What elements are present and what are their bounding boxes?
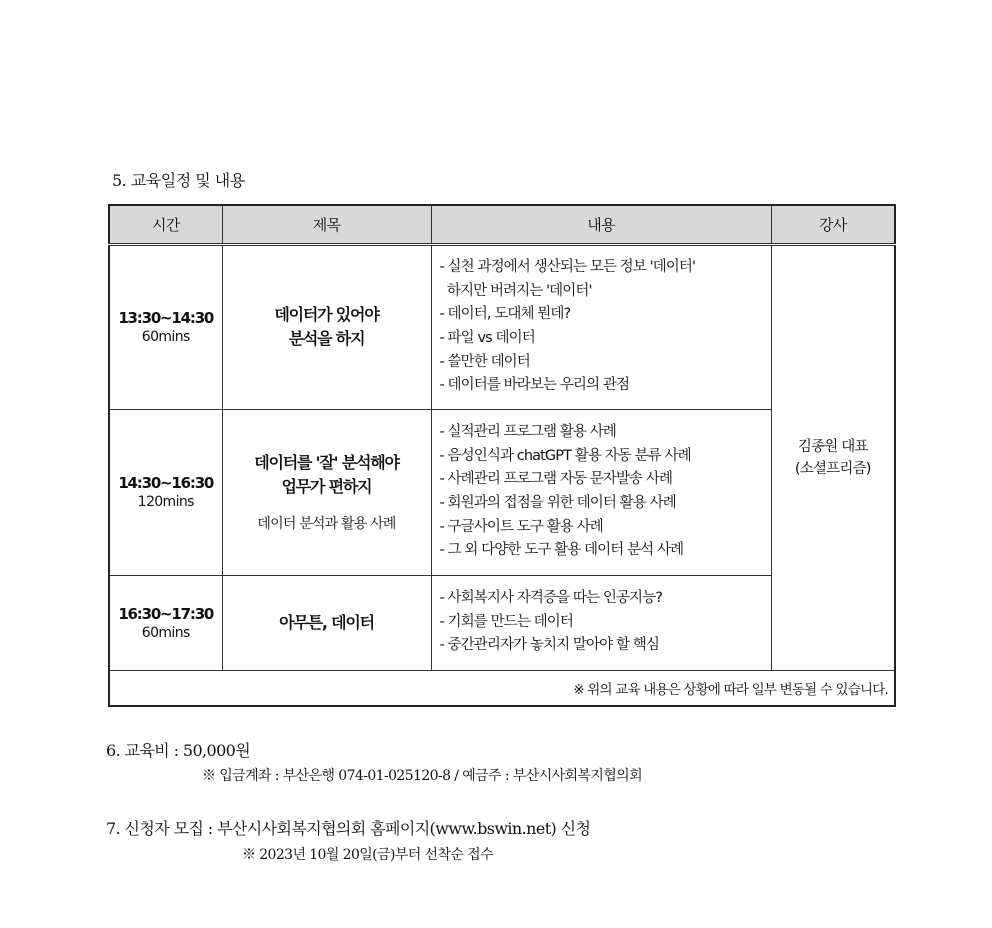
section7-date-note: ※ 2023년 10월 20일(금)부터 선착순 접수	[242, 847, 493, 863]
content-item: - 음성인식과 chatGPT 활용 자동 분류 사례	[439, 447, 691, 464]
instructor-name: 김종원 대표	[797, 438, 868, 455]
header-instructor: 강사	[771, 205, 895, 244]
content-item: - 회원과의 접점을 위한 데이터 활용 사례	[439, 495, 676, 511]
session-title-line: 데이터가 있어야	[274, 305, 379, 324]
session-title-line: 업무가 편하지	[281, 477, 372, 496]
content-cell	[431, 244, 771, 409]
table-row	[109, 244, 895, 409]
content-item: - 구글사이트 도구 활용 사례	[439, 518, 603, 535]
time-range: 13:30~14:30	[118, 309, 214, 327]
schedule-table	[108, 204, 896, 707]
duration: 60mins	[141, 329, 190, 345]
session-subtitle: 데이터 분석과 활용 사례	[257, 516, 396, 532]
content-item: - 기회를 만드는 데이터	[439, 613, 573, 630]
section5-title: 5. 교육일정 및 내용	[112, 171, 245, 190]
time-cell	[109, 409, 222, 575]
time-cell	[109, 575, 222, 670]
session-title-cell	[222, 575, 431, 670]
header-content: 내용	[431, 205, 771, 244]
content-item: - 데이터, 도대체 뭔데?	[439, 306, 571, 323]
table-note: ※ 위의 교육 내용은 상황에 따라 일부 변동될 수 있습니다.	[109, 670, 895, 706]
session-title-line: 분석을 하지	[288, 329, 365, 348]
content-item: - 그 외 다양한 도구 활용 데이터 분석 사례	[439, 542, 684, 559]
instructor-org: (소셜프리즘)	[794, 460, 871, 477]
session-title-line: 데이터를 '잘' 분석해야	[254, 453, 399, 472]
duration: 60mins	[141, 624, 190, 641]
session-title-cell	[222, 244, 431, 409]
session-title-cell	[222, 409, 431, 575]
content-list	[440, 421, 771, 563]
content-item: 하지만 버려지는 '데이터'	[439, 282, 592, 299]
note-row	[109, 670, 895, 706]
content-item: - 쓸만한 데이터	[439, 353, 530, 370]
content-item: - 중간관리자가 놓치지 말아야 할 핵심	[439, 637, 659, 654]
content-list	[440, 256, 771, 398]
section6-account-note: ※ 입금계좌 : 부산은행 074-01-025120-8 / 예금주 : 부산시사회복지협의회	[202, 768, 643, 784]
header-title: 제목	[222, 205, 431, 244]
content-list	[440, 587, 771, 658]
table-header-row	[109, 205, 895, 244]
duration: 120mins	[137, 494, 194, 510]
content-item: - 파일 vs 데이터	[439, 330, 535, 346]
time-range: 14:30~16:30	[118, 474, 214, 492]
content-item: - 실적관리 프로그램 활용 사례	[439, 424, 616, 441]
header-time: 시간	[109, 205, 222, 244]
content-item: - 사례관리 프로그램 자동 문자발송 사례	[439, 471, 673, 488]
section7-title: 7. 신청자 모집 : 부산시사회복지협의회 홈페이지(www.bswin.net) 신청	[106, 819, 591, 838]
section6-title: 6. 교육비 : 50,000원	[106, 741, 251, 760]
time-cell	[109, 244, 222, 409]
content-item: - 데이터를 바라보는 우리의 관점	[439, 377, 630, 394]
content-cell	[431, 409, 771, 575]
session-title-line: 아무튼, 데이터	[279, 612, 374, 632]
content-item: - 실천 과정에서 생산되는 모든 정보 '데이터'	[439, 259, 696, 276]
instructor-cell	[771, 244, 895, 670]
content-cell	[431, 575, 771, 670]
time-range: 16:30~17:30	[118, 604, 214, 623]
content-item: - 사회복지사 자격증을 따는 인공지능?	[439, 590, 663, 607]
